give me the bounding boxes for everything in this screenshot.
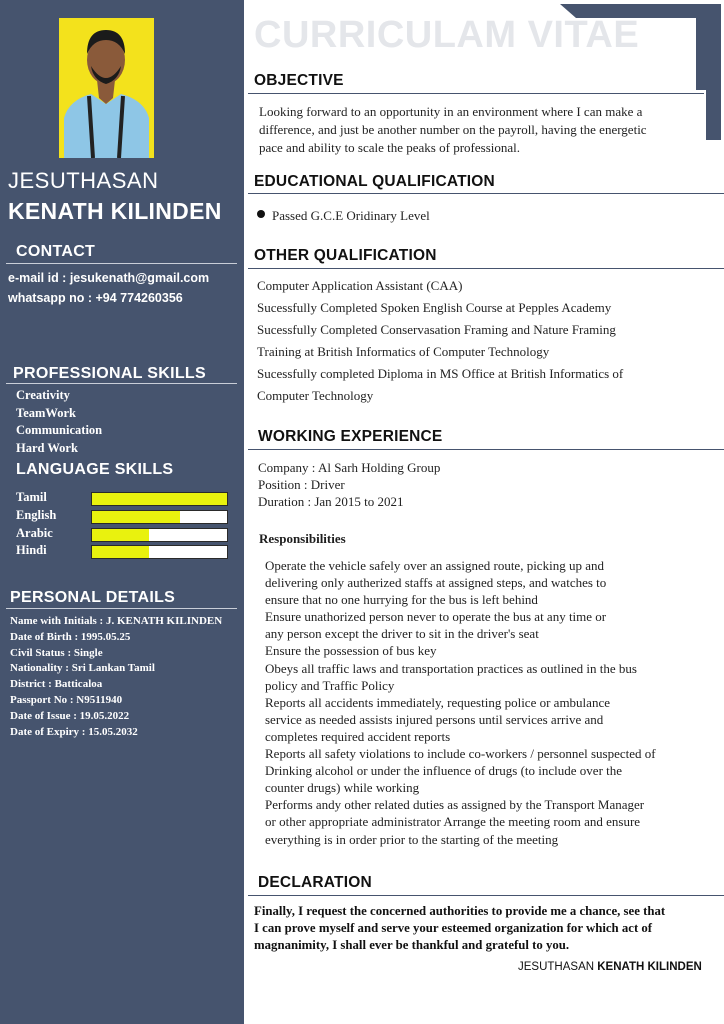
responsibility-line: Reports all safety violations to include co-workers / personnel suspected of: [265, 746, 656, 762]
responsibility-line: Ensure the possession of bus key: [265, 643, 437, 659]
responsibility-line: policy and Traffic Policy: [265, 677, 395, 693]
job-company: Company : Al Sarh Holding Group: [258, 460, 441, 475]
language-row: [16, 545, 228, 559]
responsibility-line: Performs andy other related duties as assigned by the Transport Manager: [265, 797, 645, 813]
skill-item: Communication: [16, 423, 103, 437]
first-name: JESUTHASAN: [8, 168, 159, 193]
other-qualification-divider: [248, 268, 724, 269]
declaration-text: [254, 903, 714, 954]
qualification-line: Sucessfully completed Diploma in MS Office at British Informatics of: [257, 366, 624, 381]
qualification-line: Computer Technology: [257, 388, 374, 403]
skill-item: TeamWork: [16, 405, 76, 420]
contact-heading: CONTACT: [16, 243, 96, 260]
professional-skills-heading: PROFESSIONAL SKILLS: [13, 365, 206, 382]
education-heading: EDUCATIONAL QUALIFICATION: [254, 173, 495, 190]
last-name: KENATH KILINDEN: [8, 198, 222, 224]
responsibilities-heading: Responsibilities: [259, 531, 346, 546]
qualification-line: Computer Application Assistant (CAA): [257, 278, 463, 293]
declaration-divider: [248, 895, 724, 896]
qualification-line: Sucessfully Completed Conservasation Framing and Nature Framing: [257, 322, 616, 337]
declaration-line: Finally, I request the concerned authorities to provide me a chance, see that: [254, 904, 666, 918]
language-level-bar: [91, 510, 228, 524]
declaration-line: I can prove myself and serve your esteemed organization for which act of: [254, 921, 653, 935]
responsibility-line: completes required accident reports: [265, 728, 451, 744]
language-level-fill: [92, 511, 180, 523]
job-summary: [258, 459, 440, 510]
personal-details-divider: [6, 608, 237, 609]
language-level-bar: [91, 545, 228, 559]
working-experience-heading: WORKING EXPERIENCE: [258, 428, 443, 445]
responsibility-line: ensure that no one hurrying for the bus is left behind: [265, 592, 538, 608]
signature-last-name: KENATH KILINDEN: [597, 961, 702, 973]
language-level-fill: [92, 529, 149, 541]
other-qualification-heading: OTHER QUALIFICATION: [254, 247, 437, 264]
objective-line: pace and ability to scale the peaks of professional.: [259, 140, 520, 155]
qualification-line: Training at British Informatics of Computer Technology: [257, 344, 550, 359]
language-skills-heading: LANGUAGE SKILLS: [16, 461, 174, 478]
personal-detail-item: Civil Status : Single: [10, 646, 103, 659]
language-row: [16, 492, 228, 506]
language-level-bar: [91, 528, 228, 542]
professional-skills-divider: [6, 383, 237, 384]
contact-whatsapp: whatsapp no : +94 774260356: [8, 291, 183, 305]
language-name: Hindi: [16, 543, 47, 557]
objective-line: difference, and just be another number on the payroll, having the energetic: [259, 122, 647, 137]
language-level-bar: [91, 492, 228, 506]
job-duration: Duration : Jan 2015 to 2021: [258, 494, 404, 509]
responsibilities-list: [265, 557, 715, 848]
contact-divider: [6, 263, 237, 264]
responsibility-line: service as needed assists injured persons until services arrive and: [265, 711, 604, 727]
bullet-dot-icon: [257, 210, 265, 218]
declaration-heading: DECLARATION: [258, 874, 372, 891]
responsibility-line: Ensure unathorized person never to operate the bus at any time or: [265, 609, 607, 625]
personal-detail-item: Date of Issue : 19.05.2022: [10, 709, 130, 722]
responsibility-line: any person except the driver to sit in the driver's seat: [265, 626, 539, 642]
responsibility-line: Reports all accidents immediately, requesting police or ambulance: [265, 694, 610, 710]
responsibility-line: or other appropriate administrator Arrange the meeting room and ensure: [265, 814, 641, 830]
language-name: Arabic: [16, 526, 53, 540]
skill-item: Creativity: [16, 388, 70, 402]
responsibility-line: Drinking alcohol or under the influence of drugs (to include over the: [265, 763, 623, 779]
personal-details-list: [10, 614, 222, 740]
working-experience-divider: [248, 449, 724, 450]
education-item: Passed G.C.E Oridinary Level: [272, 208, 430, 223]
language-level-fill: [92, 493, 227, 505]
personal-detail-item: Nationality : Sri Lankan Tamil: [10, 662, 155, 675]
declaration-line: magnanimity, I shall ever be thankful and grateful to you.: [254, 938, 570, 952]
profile-photo: [59, 18, 154, 158]
contact-email: e-mail id : jesukenath@gmail.com: [8, 271, 210, 285]
skill-item: Hard Work: [16, 440, 78, 455]
signature: [518, 961, 702, 973]
personal-details-heading: PERSONAL DETAILS: [10, 589, 176, 606]
signature-first-name: JESUTHASAN: [518, 961, 595, 973]
sidebar: [0, 0, 244, 1024]
objective-text: [259, 103, 647, 157]
other-qualification-list: [257, 275, 623, 407]
responsibility-line: delivering only autherized staffs at assigned steps, and watches to: [265, 575, 607, 591]
personal-detail-item: Date of Birth : 1995.05.25: [10, 630, 131, 643]
language-row: [16, 528, 228, 542]
responsibility-line: Operate the vehicle safely over an assigned route, picking up and: [265, 558, 604, 573]
corner-decoration-bar: [706, 4, 721, 140]
professional-skills-list: [16, 387, 102, 457]
language-name: English: [16, 508, 57, 522]
language-name: Tamil: [16, 490, 47, 504]
personal-detail-item: Name with Initials : J. KENATH KILINDEN: [10, 615, 223, 627]
objective-line: Looking forward to an opportunity in an environment where I can make a: [259, 104, 643, 119]
objective-divider: [248, 93, 704, 94]
responsibility-line: Obeys all traffic laws and transportation practices as outlined in the bus: [265, 660, 637, 676]
personal-detail-item: Passport No : N9511940: [10, 693, 123, 706]
language-level-fill: [92, 546, 149, 558]
responsibility-line: everything is in order prior to the starting of the meeting: [265, 831, 559, 847]
job-position: Position : Driver: [258, 477, 345, 492]
page-title: CURRICULAM VITAE: [254, 14, 640, 56]
personal-detail-item: District : Batticaloa: [10, 678, 103, 691]
qualification-line: Sucessfully Completed Spoken English Course at Pepples Academy: [257, 300, 612, 315]
personal-detail-item: Date of Expiry : 15.05.2032: [10, 725, 138, 738]
education-divider: [248, 193, 724, 194]
objective-heading: OBJECTIVE: [254, 72, 344, 89]
responsibility-line: counter drugs) while working: [265, 780, 420, 796]
language-row: [16, 510, 228, 524]
